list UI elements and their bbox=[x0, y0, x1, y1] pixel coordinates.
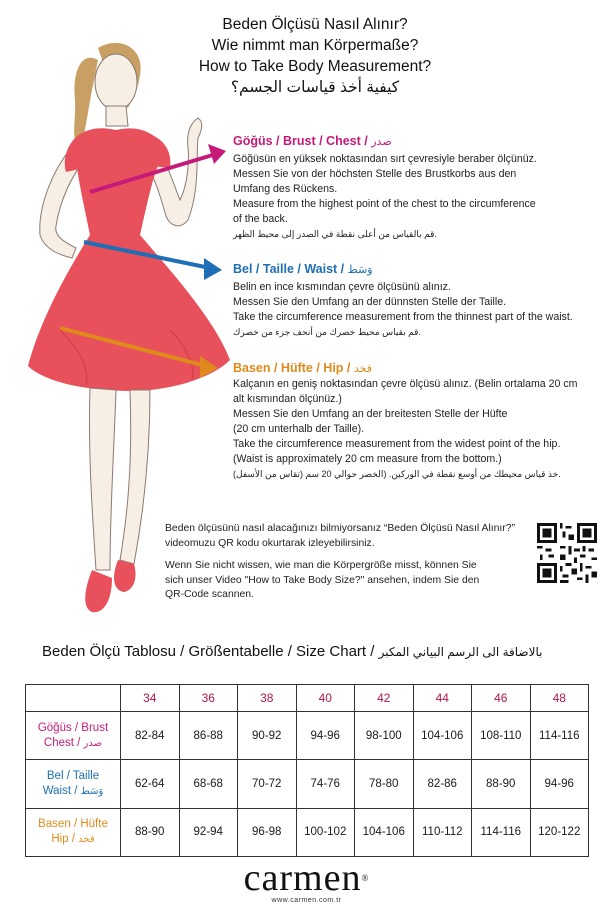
hip-heading: Basen / Hüfte / Hip / فخد bbox=[233, 361, 373, 375]
waist-description: Belin en ince kısmından çevre ölçüsünü alınız. Messen Sie den Umfang an der dünnsten Stelle der Taille. Take the circumference measurement from the thinnest part of the waist. قم بقياس محيط خصرك من أنحف جزء من خصرك. bbox=[233, 280, 573, 340]
chest-description-ar: قم بالقياس من أعلى نقطة في الصدر إلى محيط الظهر. bbox=[233, 229, 437, 239]
table-cell: 108-110 bbox=[472, 712, 531, 760]
table-cell: 68-68 bbox=[179, 760, 238, 808]
table-cell: 94-96 bbox=[530, 760, 589, 808]
table-cell: 96-98 bbox=[238, 808, 297, 856]
size-header: 36 bbox=[179, 685, 238, 712]
row-label-hip: Basen / Hüfte Hip / فخد bbox=[26, 808, 121, 856]
hip-section bbox=[233, 361, 578, 482]
hip-description-ar: خذ قياس محيطك من أوسع نقطة في الوركين. (الخصر حوالي 20 سم (تقاس من الأسفل). bbox=[233, 469, 561, 479]
table-cell: 94-96 bbox=[296, 712, 355, 760]
row-label-chest: Göğüs / Brust Chest / صدر bbox=[26, 712, 121, 760]
table-cell: 82-86 bbox=[413, 760, 472, 808]
chest-section bbox=[233, 134, 537, 242]
table-cell: 88-90 bbox=[472, 760, 531, 808]
table-cell: 114-116 bbox=[530, 712, 589, 760]
waist-heading-ar: وَسَط bbox=[347, 264, 373, 276]
size-chart-table bbox=[25, 684, 589, 857]
registered-mark: ® bbox=[361, 873, 370, 883]
qr-code-icon[interactable] bbox=[537, 523, 597, 583]
table-cell: 82-84 bbox=[121, 712, 180, 760]
chest-description: Göğüsün en yüksek noktasından sırt çevresiyle beraber ölçünüz. Messen Sie von der höchsten Stelle des Brustkorbs aus den Umfang des Rückens. Measure from the highest point of the chest to the circumference of the back. قم بالقياس من أعلى نقطة في الصدر إلى محيط الظهر. bbox=[233, 152, 537, 242]
table-cell: 104-106 bbox=[413, 712, 472, 760]
header-empty-cell bbox=[26, 685, 121, 712]
website-url[interactable]: www.carmen.com.tr bbox=[271, 897, 342, 904]
table-cell: 92-94 bbox=[179, 808, 238, 856]
table-cell: 74-76 bbox=[296, 760, 355, 808]
table-row-hip bbox=[26, 808, 589, 856]
table-cell: 104-106 bbox=[355, 808, 414, 856]
table-row-waist bbox=[26, 760, 589, 808]
table-row-chest bbox=[26, 712, 589, 760]
size-header: 48 bbox=[530, 685, 589, 712]
size-header: 40 bbox=[296, 685, 355, 712]
chest-heading: Göğüs / Brust / Chest / صدر bbox=[233, 134, 392, 148]
hip-description: Kalçanın en geniş noktasından çevre ölçüsü alınız. (Belin ortalama 20 cm alt kısmından ölçünüz.) Messen Sie den Umfang an der breitesten Stelle der Hüfte (20 cm unterhalb der Taille). Take the circumference measurement from the widest point of the hip. (Waist is approximately 20 cm measure from the bottom.) خذ قياس محيطك من أوسع نقطة في الوركين. (الخصر حوالي 20 سم (تقاس من الأسفل). bbox=[233, 377, 578, 482]
qr-note: Beden ölçüsünü nasıl alacağınızı bilmiyorsanız “Beden Ölçüsü Nasıl Alınır?” videomuzu QR kodu okurtarak izleyebilirsiniz. Wenn Sie nicht wissen, wie man die Körpergröße misst, können Sie sich unser Video "How to Take Body Size?" ansehen, indem Sie den QR-Code scannen. bbox=[165, 523, 515, 600]
size-header: 34 bbox=[121, 685, 180, 712]
size-chart-title: Beden Ölçü Tablosu / Größentabelle / Size Chart / بالاضافة الى الرسم البياني المكبر bbox=[42, 643, 543, 660]
chest-heading-ar: صدر bbox=[371, 136, 392, 148]
title-ar: كيفية أخذ قياسات الجسم؟ bbox=[230, 79, 400, 96]
size-header-row bbox=[26, 685, 589, 712]
table-cell: 70-72 bbox=[238, 760, 297, 808]
table-cell: 78-80 bbox=[355, 760, 414, 808]
waist-description-ar: قم بقياس محيط خصرك من أنحف جزء من خصرك. bbox=[233, 327, 421, 337]
size-header: 46 bbox=[472, 685, 531, 712]
hip-heading-ar: فخد bbox=[353, 363, 373, 375]
size-header: 38 bbox=[238, 685, 297, 712]
title-en: How to Take Body Measurement? bbox=[198, 58, 432, 75]
table-cell: 120-122 bbox=[530, 808, 589, 856]
row-label-waist: Bel / Taille Waist / وَسَط bbox=[26, 760, 121, 808]
table-cell: 98-100 bbox=[355, 712, 414, 760]
title-tr: Beden Ölçüsü Nasıl Alınır? bbox=[222, 16, 408, 33]
table-cell: 110-112 bbox=[413, 808, 472, 856]
carmen-logo: carmen® bbox=[243, 857, 370, 899]
table-cell: 114-116 bbox=[472, 808, 531, 856]
size-chart-title-ar: بالاضافة الى الرسم البياني المكبر bbox=[378, 645, 543, 659]
table-cell: 62-64 bbox=[121, 760, 180, 808]
table-cell: 100-102 bbox=[296, 808, 355, 856]
table-cell: 88-90 bbox=[121, 808, 180, 856]
header-titles bbox=[150, 14, 480, 98]
size-header: 42 bbox=[355, 685, 414, 712]
waist-heading: Bel / Taille / Waist / وَسَط bbox=[233, 262, 373, 276]
title-de: Wie nimmt man Körpermaße? bbox=[211, 37, 419, 54]
waist-section bbox=[233, 262, 573, 340]
table-cell: 86-88 bbox=[179, 712, 238, 760]
table-cell: 90-92 bbox=[238, 712, 297, 760]
size-header: 44 bbox=[413, 685, 472, 712]
